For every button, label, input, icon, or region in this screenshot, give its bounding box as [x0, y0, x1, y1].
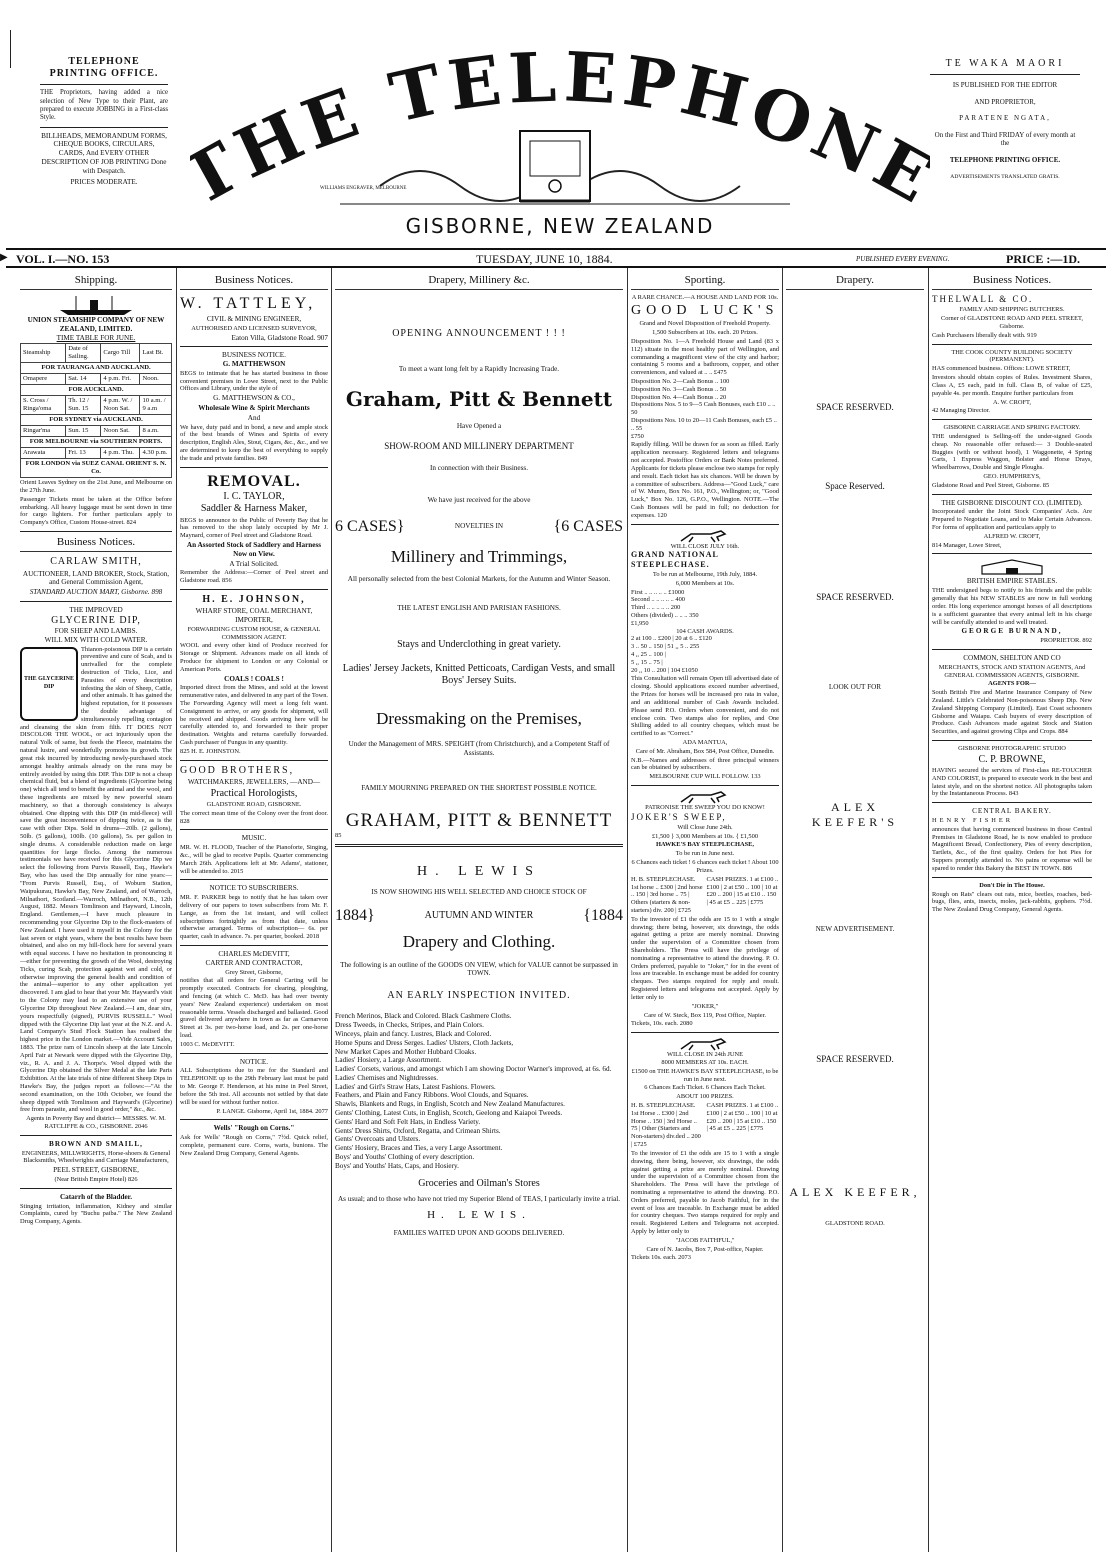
- goods-list: [335, 1012, 623, 1170]
- ad-text: AN EARLY INSPECTION INVITED.: [387, 990, 571, 1002]
- list-item: Others (divided) .. .. .. 350: [631, 611, 699, 619]
- list-item: Ladies' Chemises and Nightdresses.: [335, 1073, 439, 1082]
- column-rule: [331, 268, 332, 1552]
- ad-body: To the investor of £1 the odds are 15 to 1 with a single drawing, there being, however, six drawings, the odds against getting a prize are merely nominal. Drawing under the supervision of a Committee chosen from the Shareholders. The Press will have the privilege of nominating a representative to attend the drawing. P.O. Orders preferred, payable to Jacob Faithful, for in the event of loss are traceable. In Exchange must be added for country cheques. Two stamps required for reply and result. Registered Letters and Telegrams not accepted. Apply by letter only to: [631, 1149, 779, 1236]
- ad-text: HAS commenced business. Offices: LOWE STREET,: [932, 365, 1071, 373]
- ad-heading: REMOVAL.: [207, 472, 301, 490]
- ad-text: Corner of GLADSTONE ROAD AND PEEL STREET, Gisborne.: [940, 315, 1084, 330]
- list-item: Gents' Clothing, Latest Cuts, in English, Scotch, Geelong and Kaiapoi Tweeds.: [335, 1108, 563, 1117]
- space-reserved: SPACE RESERVED.: [816, 592, 894, 603]
- ad-text: £1,500 } 3,000 Members at 10s. { £1,500: [651, 832, 759, 840]
- ad-body: Disposition No. 1—A Freehold House and Land (83 x 112) situate in the most healthy part of Wellington, and commanding a magnificent view of the city and harbor; containing 5 rooms and a bathroom, copper, and other conveniences, and valued at .. .. £475: [631, 337, 779, 377]
- ad-text: WATCHMAKERS, JEWELLERS, —AND—: [187, 777, 321, 786]
- passenger-note: Passenger Tickets must be taken at the Office before embarking. All heavy luggage must be sent down in time for cargo lighters. For further particulars apply to Company's Office, Custom House-street. 824: [20, 495, 172, 527]
- list-item: Third .. .. .. .. .. 200: [631, 604, 681, 612]
- list-item: Ladies' Corsets, various, and amongst which I am showing Doctor Warner's improved, at 6s. 6d.: [335, 1065, 612, 1074]
- list-item: Dispositions Nos. 10 to 20—11 Cash Bonuses, each £5 .. .. 55: [631, 417, 777, 432]
- ad-text: ADA MANTUA,: [682, 738, 728, 746]
- ad-text: MERCHANTS, STOCK AND STATION AGENTS, And GENERAL COMMISSION AGENTS, GISBORNE.: [938, 663, 1086, 679]
- ad-body: We have, duty paid and in bond, a new and ample stock of the best brands of Wines and Spirits of every description, English Ales, Stout, Cigars, &c., &c., and we are determined to keep the best of everything to supply the trade and private families. 849: [180, 423, 328, 462]
- ad-heading: H. LEWIS: [417, 863, 541, 879]
- ad-text: 8000 MEMBERS AT 10s. EACH.: [661, 1058, 749, 1066]
- ad-text: THE IMPROVED: [69, 605, 123, 614]
- column-business-notices: [180, 274, 328, 1552]
- prize-list: [631, 589, 779, 628]
- ad-heading: THE GISBORNE DISCOUNT CO. (LIMITED).: [941, 498, 1083, 507]
- ad-text: Have Opened a: [456, 421, 502, 430]
- prize-list: [631, 378, 779, 441]
- ad-text: MELBOURNE CUP WILL FOLLOW. 133: [649, 773, 761, 781]
- ad-text: 6 Chances Each Ticket. 6 Chances Each Ticket.: [644, 1084, 766, 1092]
- ad-body: To the investor of £1 the odds are 15 to 1 with a single drawing; there being, however, six drawings, the odds against getting a prize are merely nominal. Drawing under the supervision of a Committee chosen from Shareholders. The Press will have the privilege of nominating a representative to attend the drawing. P. O. Orders preferred, payable to "Joker," for in the event of loss are traceable. In exchange must be added for country cheques. Two stamps required for reply and result. Registered letters and telegrams not accepted. Apply by letter only to: [631, 915, 779, 1001]
- list-item: Winceys, plain and fancy. Lustres, Black and Colored.: [335, 1029, 492, 1038]
- list-item: 3 .. 50 .. 150 | 51 ,, 5 .. 255: [631, 643, 700, 651]
- ad-body: Thianon-poisonous DIP is a certain preventive and cure of Scab, and is unrivalled for the complete destruction of Ticks, Lice, and Parasites of every description infesting the skin of Sheep, Cattle, and other animals. It has gained the highest reputation, for it possesses the double advantage of simultaneously repelling contagion and cleansing the skin from filth. IT DOES NOT DISCOLOR THE WOOL, or act injuriously upon the natural Yolk of same, but feeds the Fleece, maintains the natural lustre, and wonderfully promotes its growth. The great risk incurred by introducing newly-purchased stock amongst healthy animals already on the runs may be entirely avoided by using this DIP. This DIP is not a cheap chemical fluid, but a blend of ingredients (Glycerine being one) which all tend to benefit the animal and the wool, and these ingredients are mixed by new powerful steam machinery, so that a thorough consistency is always obtained. One dipping with this DIP (in mid-fleece) will save the great inconvenience of dipping twice, as is the case with other Dips. Sold in drums—20lb. (2 gallons), 50lb. (5 gallons), 100lb. (10 gallons), 5s. per gallon in single drums. A considerable reduction made on large quantities for large flocks. Among the numerous testimonials we have received for this Glycerine Dip we select the following from Purvis Russell, Esq., Hawke's Bay, who has used the Dip annually for nine years:— "From Purvis Russell, Esq., of Woburn Station, Waipukurau, Hawke's Bay, New Zealand, and of Warroch, Milnathort, Scotland.—Warroch, Milnathort, N.B., 12th August, 1882. Messrs Tomlinson and Hayward, Lincoln, England. Gentlemen,—I have much pleasure in recommending your Glycerine Dip to the flock-masters of New Zealand. I have used it myself in the Colony for the last seven or eight years, where the best results have been obtained, and also on my hill-flock here for several years with equal success. I have no hesitation in pronouncing it—either for preventing the growth of the Wool, destroying Ticks, curing Scab, protection against wet and cold, or otherwise improving the general health and condition of the animal—superior to any other application yet discovered. I am glad to hear that your Mr. Hayward's visit to the Colony may lead to an extensive use of your Glycerine Dip throughout New Zealand.—I am, dear sirs, yours respectfully (signed), PURVIS RUSSELL." Wool dipped with the Glycerine Dip last year at the N.Z. and A. Land Company's Stud Flock Station has realised the highest price in the London market.—Vide Account Sales, 1883. The prize ram of Lincoln sheep at the late Lincoln April Fair at Newark were dipped with the Glycerine Dip, viz., R. A. and J. A. Thorpe's. Wool dipped with the Glycerine Dip obtained the Silver Medal at the late Paris Exhibition. At the late trials of nine different Sheep Dips in Hawke's Bay, the judges report as follows:—"At the second examination, on the 10th October, we found the sheep dipped with Tomlinson and Hayward's (Glycerine) free from parasite, and wool in good order," &c., &c.: [20, 645, 172, 1114]
- section-heading: Drapery.: [786, 274, 924, 290]
- ad-text: FAMILY MOURNING PREPARED ON THE SHORTEST POSSIBLE NOTICE.: [361, 783, 597, 792]
- space-reserved: SPACE RESERVED.: [816, 402, 894, 413]
- left-ear-list: BILLHEADS, MEMORANDUM FORMS, CHEQUE BOOKS, CIRCULARS, CARDS, And EVERY OTHER DESCRIPTION OF JOB PRINTING Done with Despatch.: [41, 131, 167, 175]
- column-sporting: [631, 274, 779, 1552]
- ad-text: HAWKE'S BAY STEEPLECHASE,: [655, 841, 755, 849]
- ad-body: Rapidly filling. Will be drawn for as soon as filled. Early application necessary. Registered letters and telegrams not accepted. Postoffice Orders or Bank Notes preferred. Applicants for tickets please enclose two stamps for reply and result. Each ticket has six chances. Will be drawn by a committee of subscribers. Address—"Good Luck," care of W. Munro, Box No. 161, P.O., Wellington; or, "Good Luck," Box No. 126, G.P.O., Wellington. NOTE.—The Cash Bonuses will be paid in full; no deduction for expenses. 120: [631, 441, 779, 519]
- section-heading: Sporting.: [631, 274, 779, 290]
- ad-heading: G. MATTHEWSON: [222, 360, 286, 369]
- ad-text: FOR SHEEP AND LAMBS.: [54, 626, 138, 635]
- ad-heading: Dressmaking on the Premises,: [376, 709, 582, 729]
- ad-text: WILL CLOSE JULY 16th.: [670, 542, 740, 550]
- volume-number: VOL. I.—NO. 153: [16, 252, 110, 266]
- ad-body: announces that having commenced business in those Central Premises in Gladstone Road, he is now enabled to produce Magnificent Bread, Confectionery, Pies of every description, Tartlets, &c., of the first quality. Orders for hot Pies for Suppers promptly attended to. No pains or expense will be spared to render this Bakery the BEST IN TOWN. 886: [932, 825, 1092, 872]
- ad-heading: Catarrh of the Bladder.: [59, 1192, 132, 1201]
- ad-text: Grey Street, Gisborne,: [225, 968, 283, 976]
- ad-text: We have just received for the above: [427, 496, 531, 505]
- margin-mark: [4, 30, 24, 70]
- list-item: Home Spuns and Dress Serges. Ladies' Ulsters, Cloth Jackets,: [335, 1038, 514, 1047]
- steamship-icon: [20, 294, 172, 316]
- list-item: £750: [631, 432, 644, 440]
- list-item: First .. .. .. .. .. £1000: [631, 588, 685, 596]
- space-reserved: SPACE RESERVED.: [816, 1054, 894, 1065]
- list-item: 4 ,, 25 .. 100 |: [631, 651, 666, 659]
- ad-text: A. W. CROFT,: [992, 398, 1032, 406]
- ad-heading: NOTICE.: [239, 1057, 269, 1066]
- ad-heading: I. C. TAYLOR,: [223, 491, 285, 503]
- ad-text: 1,500 Subscribers at 10s. each. 20 Prizes.: [652, 329, 758, 337]
- ad-heading: BRITISH EMPIRE STABLES.: [966, 577, 1058, 586]
- arrow-marker-icon: ▶: [0, 252, 8, 263]
- ad-text: ALFRED W. CROFT,: [983, 532, 1041, 540]
- ad-heading: H. E. JOHNSON,: [202, 594, 306, 605]
- ad-heading: GOOD BROTHERS,: [180, 764, 295, 776]
- column-drapery-millinery: [335, 274, 623, 1552]
- list-item: Dress Tweeds, in Checks, Stripes, and Plain Colors.: [335, 1021, 484, 1030]
- ad-text: GEO. HUMPHREYS,: [983, 473, 1041, 480]
- ad-text: 42 Managing Director.: [932, 407, 991, 415]
- ad-text: Care of N. Jacobs, Box 7, Post-office, Napier.: [646, 1245, 764, 1253]
- ad-text: NEW ADVERTISEMENT.: [815, 925, 895, 934]
- ad-text: FORWARDING CUSTOM HOUSE, & GENERAL COMMISSION AGENT.: [187, 625, 321, 641]
- racehorse-icon: [631, 790, 779, 804]
- ad-text: Under the Management of MRS. SPEIGHT (from Christchurch), and a Competent Staff of Assistants.: [348, 740, 610, 757]
- ad-body: BEGS to intimate that he has started business in those convenient premises in Lowe Street, next to the Public Offices and Library, under the style of: [180, 369, 328, 393]
- list-item: French Merinos, Black and Colored. Black Cashmere Cloths.: [335, 1012, 512, 1021]
- ad-heading: Don't Die in The House.: [979, 881, 1045, 889]
- ad-text: An Assorted Stock of Saddlery and Harness Now on View.: [186, 541, 322, 558]
- ad-text: ENGINEERS, MILLWRIGHTS, Horse-shoers & General Blacksmiths, Wheelwrights and Carriage Manufacturers,: [21, 1149, 171, 1165]
- ad-text: 1003 C. McDEVITT.: [180, 1040, 235, 1048]
- ad-text: Eaton Villa, Gladstone Road. 907: [231, 333, 328, 342]
- ad-body: WOOL and every other kind of Produce received for Storage or Shipment. Advances made on all kinds of Produce for shipment to London or any Colonial or American Ports.: [180, 642, 328, 673]
- ad-heading: CENTRAL BAKERY.: [972, 807, 1052, 816]
- list-item: Disposition No. 3—Cash Bonus .. 50: [631, 385, 727, 393]
- issue-date: TUESDAY, JUNE 10, 1884.: [476, 252, 613, 266]
- ad-text: 6,000 Members at 10s.: [675, 579, 735, 587]
- ad-text: As usual; and to those who have not tried my Superior Blend of TEAS, I particularly invite a trial.: [337, 1194, 621, 1203]
- ad-text: STANDARD AUCTION MART, Gisborne. 898: [29, 588, 163, 597]
- ad-text: (Near British Empire Hotel) 826: [54, 1176, 138, 1184]
- prize-tables: H. B. STEEPLECHASE. 1st horse .. £300 | 2nd horse .. 150 | 3rd horse .. 75 | Others (starters & non-starters) div. 200 | £725 CASH PRIZES. 1 at £100 .. £100 | 2 at £50 .. 100 | 10 at £20 .. 200 | 15 at £10 .. 150 | 45 at £5 .. 225 | £775: [631, 875, 779, 914]
- ad-text: 104 CASH AWARDS.: [676, 627, 734, 635]
- ad-heading: GISBORNE PHOTOGRAPHIC STUDIO: [958, 745, 1066, 752]
- ad-heading: THE COOK COUNTY BUILDING SOCIETY (PERMANENT).: [951, 348, 1073, 364]
- column-drapery: [786, 274, 924, 1552]
- ad-heading: OPENING ANNOUNCEMENT ! ! !: [392, 328, 566, 340]
- ad-heading: ALEX KEEFER,: [789, 1185, 921, 1200]
- list-item: 2 at 100 .. £200 | 20 at 6 .. £120: [631, 635, 712, 643]
- column-rule: [176, 268, 177, 1552]
- ad-text: All personally selected from the best Colonial Markets, for the Autumn and Winter Season.: [347, 575, 611, 584]
- ad-text: The correct mean time of the Colony over the front door. 828: [180, 809, 328, 825]
- column-shipping: [20, 274, 172, 1552]
- ad-text: AUTHORISED AND LICENSED SURVEYOR,: [191, 324, 317, 332]
- ad-heading: GLYCERINE DIP,: [51, 614, 141, 626]
- section-heading: Business Notices.: [20, 536, 172, 552]
- engraver-credit: WILLIAMS ENGRAVER, MELBOURNE: [320, 186, 407, 191]
- ad-heading: NOTICE TO SUBSCRIBERS.: [209, 884, 299, 893]
- left-ear-body: THE Proprietors, having added a nice selection of New Type to their Plant, are prepared to execute JOBBING in a First-class Style.: [40, 89, 168, 122]
- list-item: Dispositions Nos. 5 to 9—5 Cash Bonuses, each £10 .. .. 50: [631, 401, 776, 417]
- season-row: 1884} AUTUMN AND WINTER {1884: [335, 907, 623, 925]
- ad-text: Tickets, 10s. each. 2080: [631, 1020, 693, 1028]
- list-item: Ladies' and Girl's Straw Hats, Latest Fashions. Flowers.: [335, 1082, 496, 1091]
- ad-body: Stinging irritation, inflammation, Kidney and similar Complaints, cured by "Buchu paiba." The New Zealand Drug Company, Agents.: [20, 1202, 172, 1226]
- ad-heading: MUSIC.: [241, 834, 267, 843]
- ad-heading: BROWN AND SMAILL,: [49, 1139, 143, 1148]
- list-item: £1,950: [631, 619, 649, 627]
- ad-text: GLADSTONE ROAD, GISBORNE.: [206, 800, 302, 808]
- scroll-right-ornament: [580, 171, 740, 201]
- masthead-title-arc: HE TELEPHON: [223, 37, 896, 195]
- ad-text: To meet a want long felt by a Rapidly Increasing Trade.: [398, 364, 560, 373]
- ad-heading: BUSINESS NOTICE.: [222, 351, 286, 360]
- column-rule: [782, 268, 783, 1552]
- ad-text: The following is an outline of the GOODS ON VIEW, which for VALUE cannot be surpassed in TOWN.: [340, 960, 618, 978]
- telephone-box-icon: [520, 131, 590, 201]
- ad-heading: GISBORNE CARRIAGE AND SPRING FACTORY.: [943, 424, 1081, 432]
- ad-body: This Consultation will remain Open till advertised date of closing. Should applications exceed number advertised, the Prizes for horses will be increased pro rata in value, and an additional number of Cash Awards included. Please send P.O. Orders when convenient, and do not enclose coin. Two stamps also for replies, and One Shilling added to all country cheques, which must be certified to as "Correct.": [631, 675, 779, 738]
- ad-body: MR. F. PARKER begs to notify that he has taken over delivery of our papers to town subscribers from Mr. F. Lange, as from the 1st instant, and will collect subscriptions fortnightly as from that date, unless otherwise arranged. Terms of subscription— 6s. per quarter, cash in advance. 7s. per quarter, booked. 2018: [180, 894, 328, 941]
- list-item: Feathers, and Plain and Fancy Ribbons. Wool Clouds, and Squares.: [335, 1091, 529, 1100]
- dateline: [6, 248, 1106, 268]
- ad-text: SHOW-ROOM AND MILLINERY DEPARTMENT: [384, 440, 574, 451]
- ad-text: To be run at Melbourne, 19th July, 1884.: [652, 570, 758, 578]
- ad-text: WHARF STORE, COAL MERCHANT, IMPORTER,: [195, 607, 313, 624]
- ad-text: C. P. BROWNE,: [978, 753, 1046, 765]
- ad-heading: CARLAW SMITH,: [50, 556, 142, 568]
- list-item: Gents' Hosiery, Braces and Ties, a very Large Assortment.: [335, 1144, 503, 1153]
- ad-heading: CARTER AND CONTRACTOR,: [205, 958, 303, 967]
- ad-heading: H. LEWIS.: [427, 1209, 531, 1222]
- left-ear: [40, 56, 168, 236]
- ad-text: FAMILY AND SHIPPING BUTCHERS.: [959, 306, 1065, 314]
- list-item: New Market Capes and Mother Hubbard Cloaks.: [335, 1047, 477, 1056]
- ad-text: AGENTS FOR—: [988, 680, 1036, 688]
- list-item: Shawls, Blankets and Rugs, in English, Scotch and New Zealand Manufactures.: [335, 1100, 565, 1109]
- section-heading: Business Notices.: [180, 274, 328, 290]
- ad-text: FAMILIES WAITED UPON AND GOODS DELIVERED.: [393, 1228, 565, 1237]
- list-item: Gents' Overcoats and Ulsters.: [335, 1135, 421, 1144]
- column-rule: [627, 268, 628, 1552]
- ad-body: THE undersigned is Selling-off the under-signed Goods cheap. No reasonable offer refused:— 3 Double-seated Buggies (with or without hood), 1 Waggonette, 4 Spring Carts, 1 Express Waggon, Bolster and Horse Drays, Wheelbarrows, Double and Single Ploughs.: [932, 432, 1092, 472]
- ad-text: "JACOB FAITHFUL,": [675, 1236, 735, 1244]
- ad-text: LOOK OUT FOR: [828, 683, 882, 692]
- ad-heading: Wells' "Rough on Corns.": [213, 1124, 295, 1133]
- ad-text: 814 Manager, Lowe Street,: [932, 541, 1002, 549]
- ad-text: To be run in June next.: [675, 850, 735, 858]
- list-item: Disposition No. 2—Cash Bonus .. 100: [631, 377, 730, 385]
- list-item: Ladies' Hosiery, a Large Assortment.: [335, 1056, 442, 1065]
- list-item: 20 ,, 10 .. 200 | 104 £1050: [631, 666, 698, 674]
- ad-text: 85: [335, 831, 342, 839]
- ad-text: Cash Purchasers liberally dealt with. 919: [932, 331, 1037, 339]
- ad-body: MR. W. H. FLOOD, Teacher of the Pianoforte, Singing, &c., will be glad to receive Pupils. Quarter commencing March 26th. Applications left at Mr. Adams', stationer, will be attended to. 2015: [180, 844, 328, 875]
- list-item: Disposition No. 4—Cash Bonus .. 20: [631, 393, 727, 401]
- ad-text: Care of W. Steck, Box 119, Post Office, Napier.: [644, 1011, 766, 1019]
- ad-text: G. MATTHEWSON & CO.,: [213, 394, 295, 403]
- ad-text: GLADSTONE ROAD.: [825, 1219, 885, 1227]
- column-rule: [928, 268, 929, 1552]
- ad-text: A RARE CHANCE.—A HOUSE AND LAND FOR 10s.: [631, 294, 779, 302]
- price: PRICE :—1D.: [1006, 252, 1080, 266]
- ad-text: Stays and Underclothing in great variety.: [397, 638, 561, 650]
- ad-text: Remember the Address:—Corner of Peel street and Gladstone road. 856: [180, 569, 328, 585]
- right-ear-line-3: PARATENE NGATA,: [959, 114, 1051, 123]
- list-item: 5 ,, 15 .. 75 |: [631, 658, 663, 666]
- ad-text: WILL MIX WITH COLD WATER.: [44, 635, 148, 644]
- ad-text: "JOKER,": [691, 1002, 719, 1010]
- ad-text: IS NOW SHOWING HIS WELL SELECTED AND CHOICE STOCK OF: [371, 887, 587, 896]
- ad-text: PEEL STREET, GISBORNE,: [53, 1166, 139, 1175]
- ad-text: Grand and Novel Disposition of Freehold Property.: [639, 320, 771, 328]
- timetable-title: TIME TABLE FOR JUNE.: [56, 333, 136, 342]
- ad-text: N.B.—Names and addresses of three principal winners can be obtained by subscribers.: [631, 756, 779, 772]
- union-steamship-heading: UNION STEAMSHIP COMPANY OF NEW ZEALAND, LIMITED.: [27, 316, 165, 334]
- glycerine-dip-tin-icon: THE GLYCERINE DIP: [20, 647, 78, 721]
- left-ear-title: TELEPHONE PRINTING OFFICE.: [49, 56, 159, 80]
- ad-heading: GRAND NATIONAL STEEPLECHASE.: [631, 550, 719, 570]
- list-item: Second .. .. .. .. .. 400: [631, 596, 685, 604]
- ad-body: Incorporated under the Joint Stock Companies' Acts. Are Prepared to Negotiate Loans, and to Make Certain Advances. For forms of application and particulars apply to: [932, 508, 1092, 532]
- ad-text: GEORGE BURNAND,: [961, 627, 1063, 636]
- ad-body: Ask for Wells' "Rough on Corns," 7½d. Quick relief, complete, permanent cure. Corns, warts, bunions. The New Zealand Drug Company, General Agents.: [180, 1134, 328, 1157]
- ad-text: THE LATEST ENGLISH AND PARISIAN FASHIONS.: [397, 604, 561, 613]
- prize-tables: H. B. STEEPLECHASE. 1st Horse .. £300 | 2nd Horse .. 150 | 3rd Horse .. 75 | Other (Starters and Non-starters) div.ded .. 200 | £725 CASH PRIZES. 1 at £100 .. £100 | 2 at £50 .. 100 | 10 at £20 .. 200 | 15 at £10 .. 150 | 45 at £5 .. 225 | £775: [631, 1102, 779, 1149]
- ad-text: Agents in Poverty Bay and district— MESSRS. W. M. RATCLIFFE & CO., GISBORNE. 2046: [26, 1115, 166, 1131]
- ad-text: WILL CLOSE IN 24th JUNE: [666, 1051, 744, 1059]
- ad-heading: Saddler & Harness Maker,: [200, 503, 308, 515]
- ad-text: Wholesale Wine & Spirit Merchants: [198, 404, 310, 413]
- cases-row: 6 CASES} NOVELTIES IN {6 CASES: [335, 518, 623, 536]
- section-heading: Drapery, Millinery &c.: [335, 274, 623, 290]
- ad-text: £1500 on THE HAWKE'S BAY STEEPLECHASE, to be run in June next.: [631, 1067, 779, 1083]
- ad-heading: W. TATTLEY,: [180, 295, 317, 313]
- ad-text: 6 Chances each ticket ! 6 chances each ticket ! About 100 Prizes.: [631, 859, 779, 874]
- right-ear-line-5: TELEPHONE PRINTING OFFICE.: [949, 155, 1061, 164]
- ad-body: THE undersigned begs to notify to his friends and the public generally that his NEW STABLES are now in full working order. His long experience amongst horses of all descriptions is a sufficient guarantee that every animal left in his charge will be carefully attended to and well treated.: [932, 587, 1092, 626]
- list-item: Boys' and Youths' Clothing of every description.: [335, 1152, 475, 1161]
- list-item: Gents' Dress Shirts, Oxford, Regatta, and Crimean Shirts.: [335, 1126, 501, 1135]
- section-heading: Shipping.: [20, 274, 172, 290]
- space-reserved: Space Reserved.: [825, 481, 885, 492]
- ad-text: Ladies' Jersey Jackets, Knitted Petticoats, Cardigan Vests, and small Boys' Jersey Suits.: [342, 663, 616, 687]
- right-ear-line-1: IS PUBLISHED FOR THE EDITOR: [952, 81, 1058, 90]
- ad-body: HAVING secured the services of First-class RE-TOUCHER AND COLORIST, is prepared to execute work in the best and latest style, and on the shortest notice. All photographs taken by the Instantaneous Process. 843: [932, 767, 1092, 798]
- right-ear: [930, 58, 1080, 238]
- ad-text: Will Close June 24th.: [677, 823, 733, 831]
- list-item: Boys' and Youths' Hats, Caps, and Hosiery.: [335, 1161, 459, 1170]
- ad-text: A Trial Solicited.: [229, 559, 279, 568]
- ad-text: AUCTIONEER, LAND BROKER, Stock, Station, and General Commission Agent,: [22, 569, 170, 587]
- ad-body: notifies that all orders for General Carting will be promptly executed. Contracts for clearing, ploughing, and fencing (at which C. McD. has had over twenty years' New Zealand experience) undertaken on most reasonable terms. Vessels discharged and ballasted. Good gravel delivered anywhere in town as far as Carnarvon Street at 3s. per two-horse load, and 2s. per one-horse load.: [180, 977, 328, 1040]
- column-business-notices-right: [932, 274, 1092, 1552]
- list-item: Gents' Hard and Soft Felt Hats, in Endless Variety.: [335, 1117, 481, 1126]
- right-ear-title: TE WAKA MAORI: [945, 58, 1065, 69]
- ad-text: And: [247, 413, 261, 422]
- ad-body: Imported direct from the Mines, and sold at the lowest remunerative rates, and delivered in any part of the Town. The Forwarding Agency will meet a long felt want. Consignment to arrive, or any goods for shipment, will be received and shipped. Goods arriving here will be carefully attended to, and forwarded to their proper destination. Weights and returns carefully forwarded. Cash purchaser of Fungus in any quantity.: [180, 684, 328, 747]
- ad-text: P. LANGE. Gisborne, April 1st, 1884. 2077: [216, 1107, 328, 1115]
- ad-body: BEGS to announce to the Public of Poverty Bay that he has removed to the shop lately occupied by Mr J. Maynard, corner of Peel street and Gladstone Road.: [180, 516, 328, 540]
- ad-body: South British Fire and Marine Insurance Company of New Zealand. Little's Celebrated Non-poisonous Sheep Dip. New Zealand Shipping Company (Limited). East Coast schooners Gisborne and Waiapu. Cash buyers of every description of Produce. Cash Advances made against Stock and Station Securities, and against growing Clips and Crops. 884: [932, 689, 1092, 736]
- ad-text: ABOUT 100 PRIZES.: [676, 1093, 734, 1101]
- section-heading: Business Notices.: [932, 274, 1092, 290]
- ad-text: PROPRIETOR. 892: [1040, 637, 1092, 645]
- ad-heading: Groceries and Oilman's Stores: [418, 1178, 540, 1190]
- ad-text: Care of Mr. Abraham, Box 584, Post Office, Dunedin.: [635, 747, 775, 755]
- ad-body: Investors should obtain copies of Rules. Investment Shares, Class A, £5 each, paid in full. Class B, of value of £25, payable 4s. per month. Enquire further particulars from: [932, 374, 1092, 397]
- ad-text: Practical Horologists,: [210, 787, 298, 799]
- ad-text: Gladstone Road and Peel Street, Gisborne. 85: [932, 481, 1050, 489]
- ad-heading: Drapery and Clothing.: [402, 931, 556, 951]
- ad-heading: ALEX KEEFER'S: [811, 800, 899, 829]
- masthead: [190, 36, 930, 246]
- ad-heading: JOKER'S SWEEP,: [631, 811, 727, 822]
- ad-heading: COMMON, SHELTON AND CO: [963, 653, 1061, 662]
- ad-text: In connection with their Business.: [429, 463, 528, 472]
- ad-text: HENRY FISHER: [932, 817, 1014, 825]
- ad-heading: Millinery and Trimmings,: [390, 546, 568, 566]
- stable-building-icon: [932, 558, 1092, 576]
- left-ear-prices: PRICES MODERATE.: [70, 178, 138, 187]
- ad-body: ALL Subscriptions due to me for the Standard and TELEPHONE up to the 29th February last must be paid to Mr. George F. Henderson, at his mine in Peel Street, before the 5th inst. All accounts not settled by that date will be sued for without further notice.: [180, 1067, 328, 1106]
- racehorse-icon: [631, 529, 779, 543]
- right-ear-line-4: On the First and Third FRIDAY of every month at the: [934, 130, 1076, 148]
- ad-heading: GOOD LUCK'S: [631, 303, 779, 319]
- ad-body: Rough on Rats" clears out rats, mice, beetles, roaches, bed-bugs, flies, ants, insects, moles, jack-rabbits, gophers. 7½d. The New Zealand Drug Company, General Agents.: [932, 890, 1092, 914]
- masthead-place: GISBORNE, NEW ZEALAND: [405, 214, 715, 238]
- prize-list: [631, 635, 779, 674]
- racehorse-icon: [631, 1037, 779, 1051]
- ad-heading: COALS ! COALS !: [224, 674, 284, 683]
- publication-note: PUBLISHED EVERY EVENING.: [856, 255, 950, 263]
- ad-text: PATRONISE THE SWEEP YOU DO KNOW!: [645, 804, 765, 812]
- ad-heading: GRAHAM, PITT & BENNETT: [345, 809, 613, 831]
- ad-heading: THELWALL & CO.: [932, 294, 1034, 305]
- ad-text: CIVIL & MINING ENGINEER,: [206, 314, 302, 323]
- ad-text: Tickets 10s. each. 2073: [631, 1254, 691, 1262]
- right-ear-line-2: AND PROPRIETOR,: [974, 97, 1036, 106]
- ad-heading: CHARLES McDEVITT,: [218, 950, 290, 958]
- right-ear-line-6: ADVERTISEMENTS TRANSLATED GRATIS.: [950, 174, 1060, 181]
- orient-note: Orient Leaves Sydney on the 21st June, and Melbourne on the 27th June.: [20, 479, 172, 494]
- ad-text: 825 H. E. JOHNSTON.: [180, 747, 241, 755]
- shipping-table: Steamship Date of Sailing. Cargo Till Last Bt. FOR TAURANGA AND AUCKLAND. Omapere Sat. 14 4 p.m. Fri. Noon. FOR AUCKLAND. S. Cross / Ringa'oma Th. 12 / Sun. 15 4 p.m. W. / Noon Sat. 10 a.m. / 9 a.m FOR SYDNEY via AUCKLAND. Ringar'ma Sun. 15 Noon Sat. 8 a.m. FOR MELBOURNE via SOUTHERN PORTS. Arawata Fri. 13 4 p.m. Thu. 4.30 p.m. FOR LONDON via SUEZ CANAL ORIENT S. N. Co.: [20, 343, 172, 478]
- ad-heading: Graham, Pitt & Bennett: [345, 387, 613, 412]
